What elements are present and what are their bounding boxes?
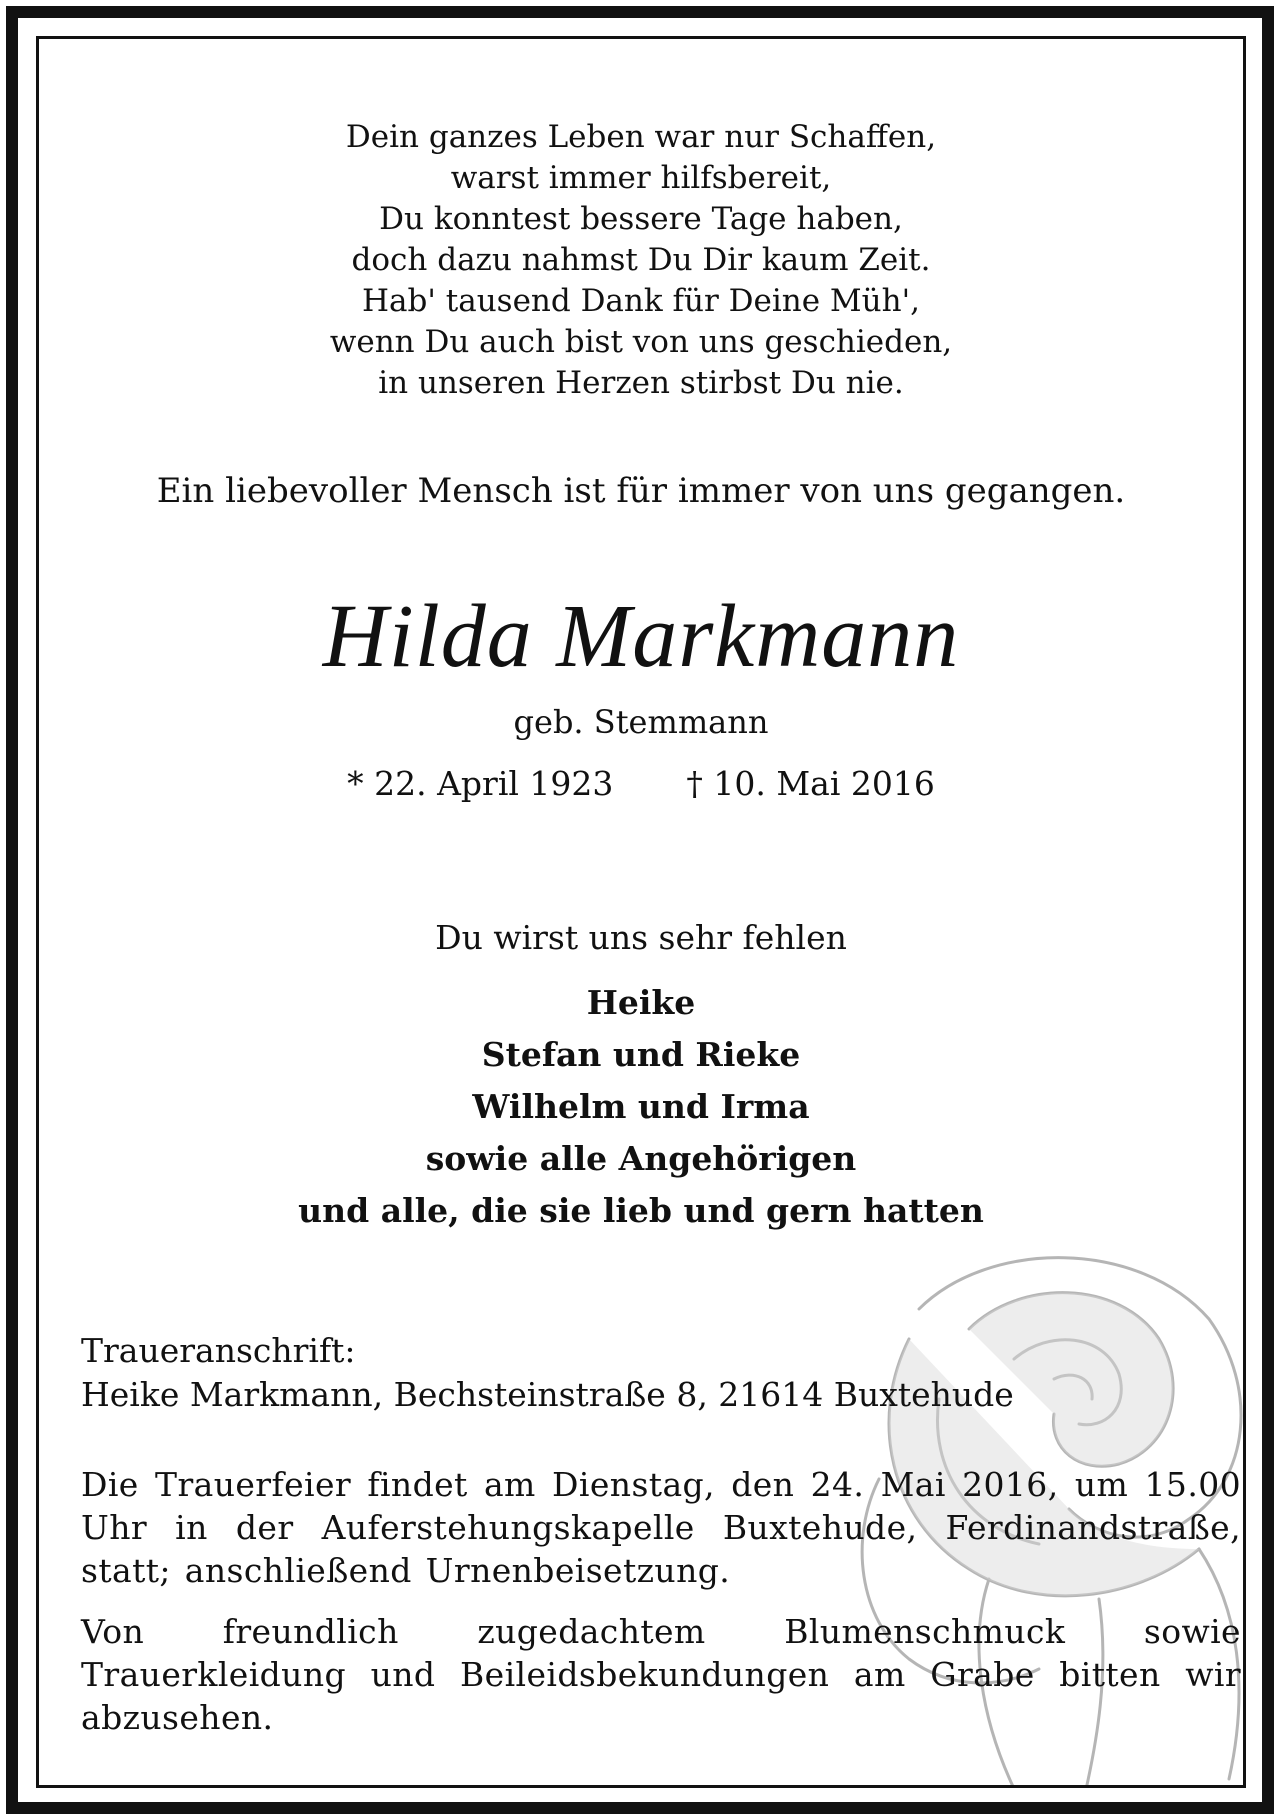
mourner: Wilhelm und Irma — [472, 1087, 810, 1126]
maiden-name: geb. Stemmann — [513, 703, 769, 741]
obituary-notice — [36, 36, 1246, 1788]
poem-line: Dein ganzes Leben war nur Schaffen, — [345, 119, 937, 155]
poem-line: in unseren Herzen stirbst Du nie. — [378, 365, 904, 401]
mourning-address — [81, 1329, 1211, 1417]
birth-date: * 22. April 1923 — [347, 764, 614, 803]
deceased-name: Hilda Markmann — [322, 587, 960, 686]
tagline: Ein liebevoller Mensch ist für immer von uns gegangen. — [156, 471, 1126, 511]
mourners-list — [39, 977, 1243, 1237]
poem-line: Du konntest bessere Tage haben, — [379, 201, 903, 237]
death-date: † 10. Mai 2016 — [686, 764, 935, 803]
poem-line: doch dazu nahmst Du Dir kaum Zeit. — [351, 242, 931, 278]
memorial-poem — [39, 117, 1243, 404]
life-dates — [39, 762, 1243, 806]
mourner: sowie alle Angehörigen — [425, 1139, 857, 1178]
ceremony-info: Die Trauerfeier findet am Dienstag, den 24. Mai 2016, um 15.00 Uhr in der Auferstehungskapelle Buxtehude, Ferdinandstraße, statt; anschließend Urnenbeisetzung. — [81, 1465, 1241, 1590]
address-label: Traueranschrift: — [81, 1331, 356, 1370]
flowers-note: Von freundlich zugedachtem Blumenschmuck sowie Trauerkleidung und Beileidsbekundungen am Grabe bitten wir abzusehen. — [81, 1612, 1241, 1737]
farewell-line: Du wirst uns sehr fehlen — [435, 918, 847, 957]
mourner: Stefan und Rieke — [481, 1035, 801, 1074]
mourner: und alle, die sie lieb und gern hatten — [298, 1191, 984, 1230]
address-line: Heike Markmann, Bechsteinstraße 8, 21614 Buxtehude — [81, 1375, 1014, 1414]
poem-line: Hab' tausend Dank für Deine Müh', — [362, 283, 920, 319]
poem-line: warst immer hilfsbereit, — [450, 160, 832, 196]
mourner: Heike — [586, 983, 696, 1022]
poem-line: wenn Du auch bist von uns geschieden, — [329, 324, 953, 360]
